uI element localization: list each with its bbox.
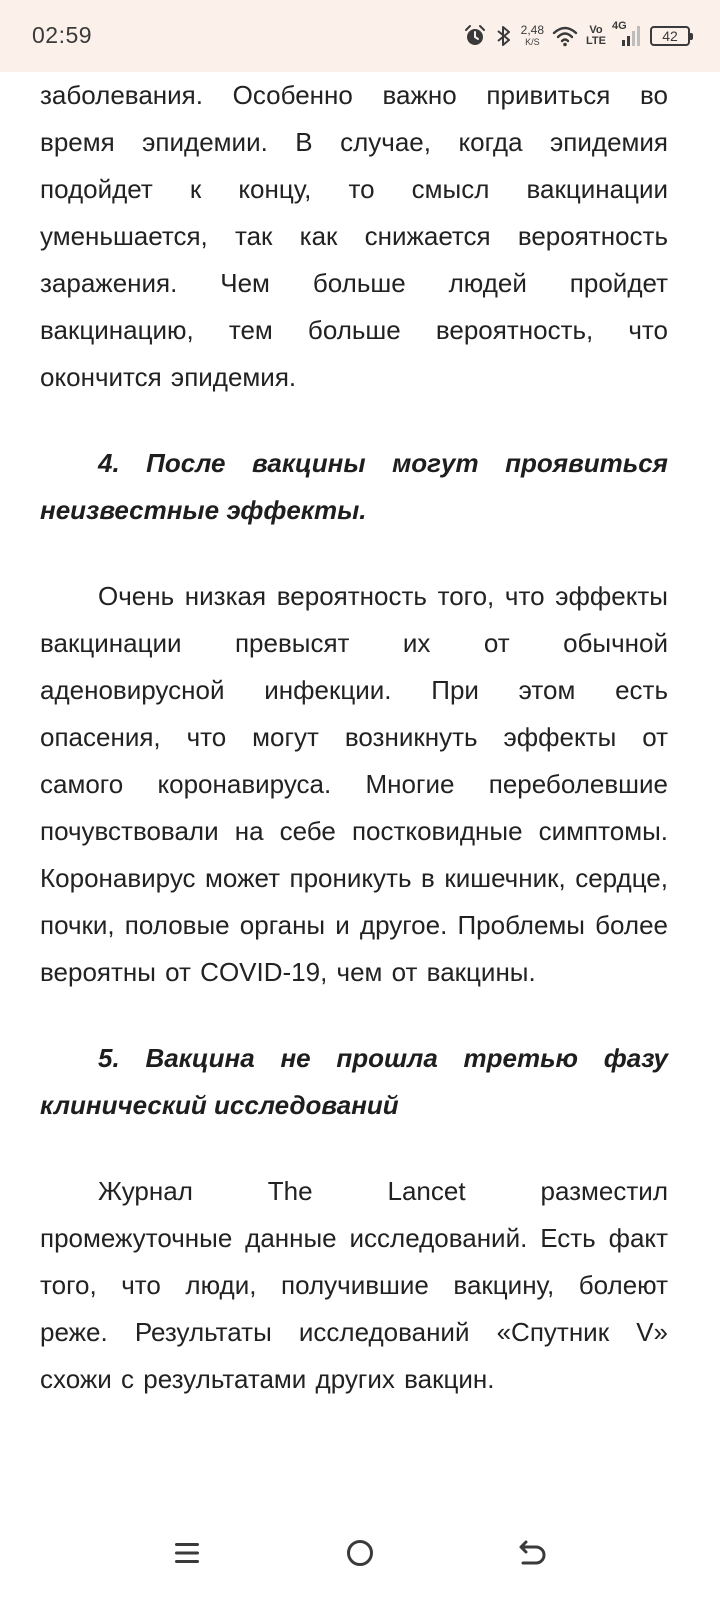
- spacer: [40, 1129, 668, 1168]
- spacer: [40, 996, 668, 1035]
- spacer: [40, 534, 668, 573]
- status-time: 02:59: [32, 22, 93, 48]
- article-paragraph-5: Журнал The Lancet разместил промежуточные данные исследований. Есть факт того, что люди, получившие вакцину, болеют реже. Результаты исследований «Спутник V» схожи с результатами других вакцин.: [40, 1176, 668, 1394]
- section-heading-4: 4. После вакцины могут проявиться неизвестные эффекты.: [40, 448, 668, 525]
- volte-indicator: [586, 25, 606, 47]
- bluetooth-icon: [495, 24, 513, 48]
- article-paragraph-continued: заболевания. Особенно важно привиться во время эпидемии. В случае, когда эпидемия подойдет к концу, то смысл вакцинации уменьшается, так как снижается вероятность заражения. Чем больше людей пройдет вакцинацию, тем больше вероятность, что окончится эпидемия.: [40, 80, 668, 392]
- home-icon: [345, 1538, 375, 1573]
- menu-icon: [173, 1539, 201, 1572]
- signal-icon: [612, 20, 642, 48]
- battery-icon: [650, 26, 690, 46]
- article-paragraph-4: Очень низкая вероятность того, что эффекты вакцинации превысят их от обычной аденовирусной инфекции. При этом есть опасения, что могут возникнуть эффекты от самого коронавируса. Многие переболевшие почувствовали на себе постковидные симптомы. Коронавирус может проникуть в кишечник, сердце, почки, половые органы и другое. Проблемы более вероятны от COVID-19, чем от вакцины.: [40, 581, 668, 987]
- home-button[interactable]: [330, 1525, 390, 1585]
- status-bar: [0, 0, 720, 72]
- net-speed: [521, 24, 544, 48]
- alarm-icon: [463, 24, 487, 48]
- status-icons: [463, 18, 690, 54]
- section-heading-5: 5. Вакцина не прошла третью фазу клинический исследований: [40, 1043, 668, 1120]
- network-type: 4G: [612, 20, 627, 32]
- battery-level: 42: [662, 28, 678, 44]
- volte-top: Vo: [589, 24, 603, 36]
- back-icon: [518, 1538, 548, 1573]
- volte-bottom: LTE: [586, 35, 606, 47]
- net-speed-unit: K/S: [525, 37, 540, 47]
- article-body: [40, 72, 668, 1403]
- menu-button[interactable]: [157, 1525, 217, 1585]
- back-button[interactable]: [503, 1525, 563, 1585]
- net-speed-value: 2,48: [520, 23, 545, 37]
- wifi-icon: [552, 25, 578, 47]
- navigation-bar: [0, 1510, 720, 1600]
- spacer: [40, 401, 668, 440]
